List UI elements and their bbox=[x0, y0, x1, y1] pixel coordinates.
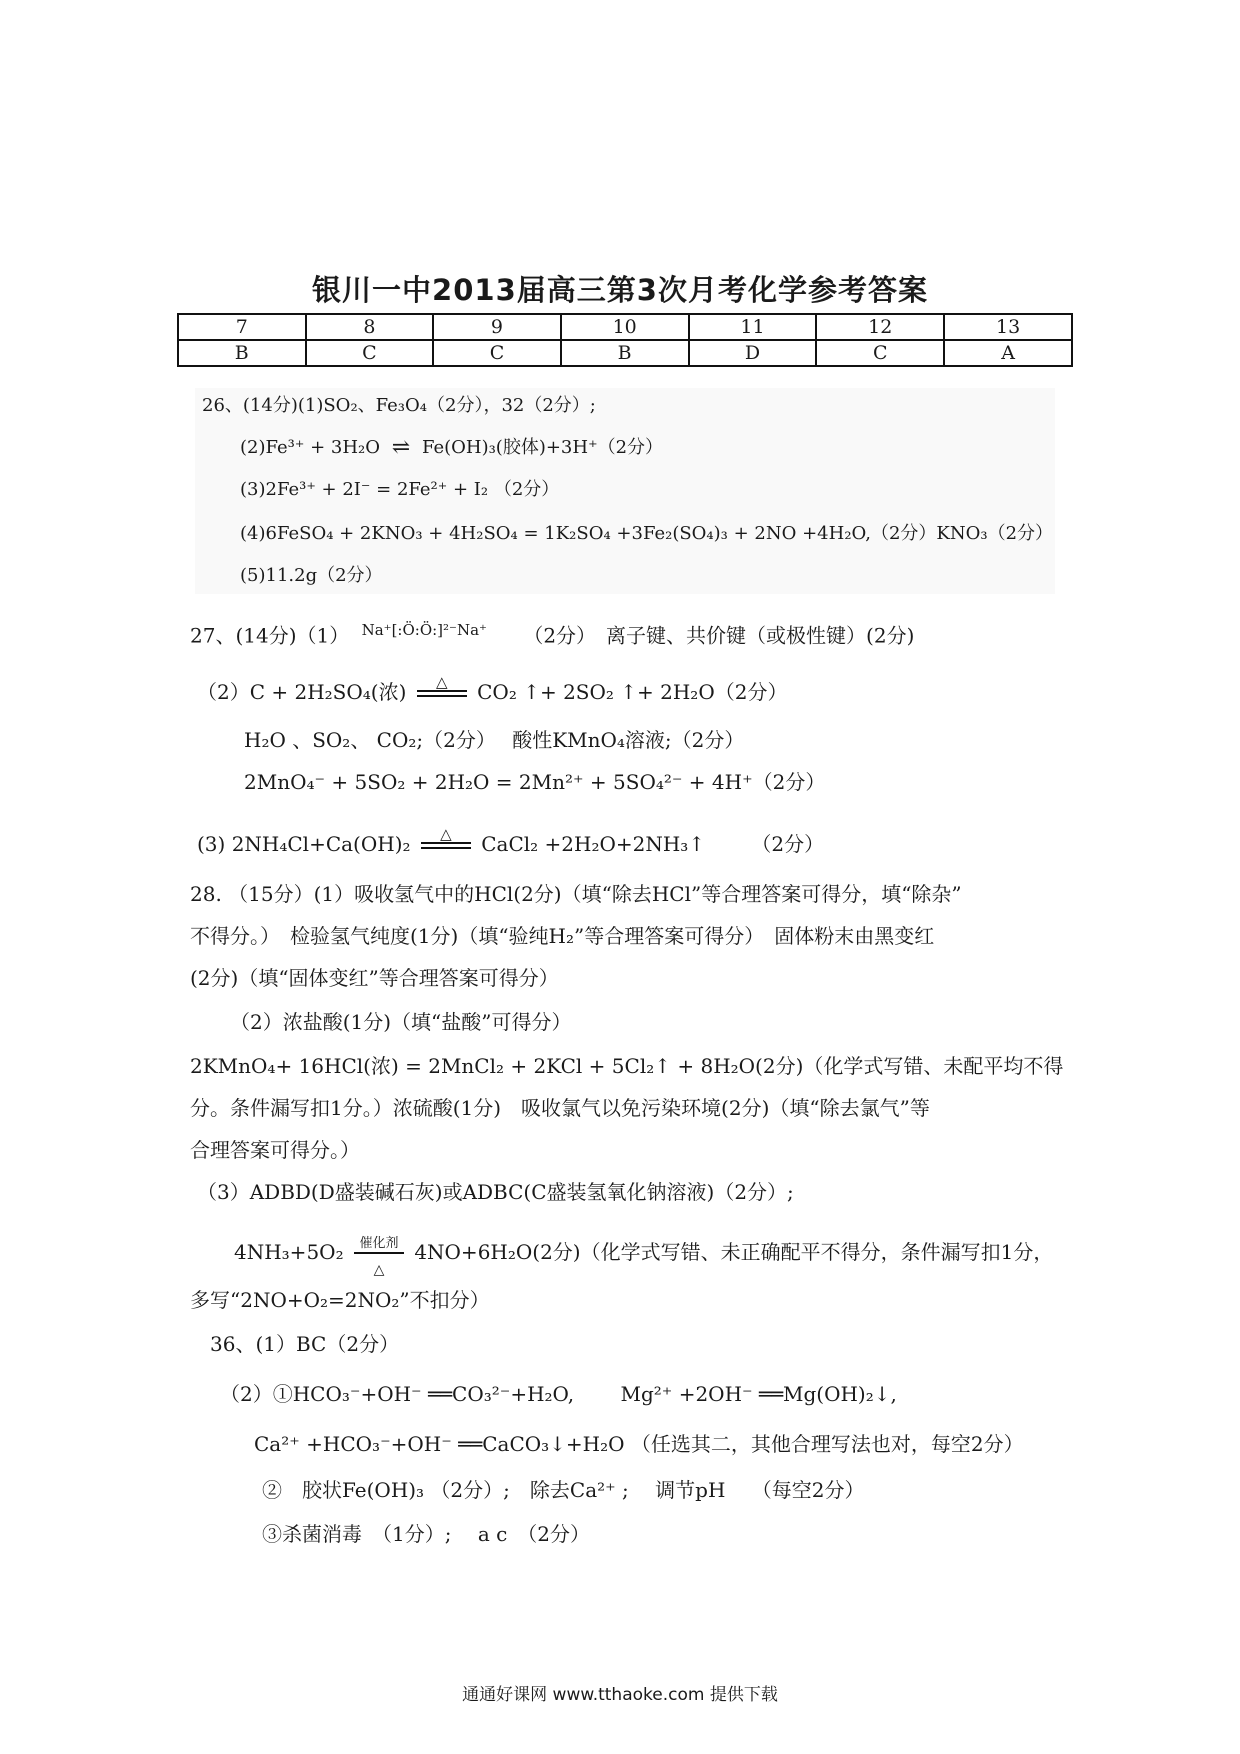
question-number: 10 bbox=[561, 314, 689, 340]
q27-line-1-label: 27、(14分)（1） bbox=[190, 623, 350, 648]
table-row-answers bbox=[178, 340, 1072, 366]
q28-line-4: （2）浓盐酸(1分)（填“盐酸”可得分） bbox=[230, 1010, 572, 1034]
question-number: 13 bbox=[944, 314, 1072, 340]
answer-cell: D bbox=[689, 340, 817, 366]
question-number: 12 bbox=[816, 314, 944, 340]
heat-triangle-icon: △ bbox=[435, 673, 448, 691]
q28-line-9-right: 4NO+6H₂O(2分)（化学式写错、未正确配平不得分，条件漏写扣1分， bbox=[414, 1240, 1054, 1264]
q27-line-5 bbox=[197, 825, 825, 856]
q28-line-10: 多写“2NO+O₂=2NO₂”不扣分） bbox=[190, 1288, 490, 1312]
heat-triangle-icon: △ bbox=[373, 1262, 385, 1278]
answer-cell: C bbox=[816, 340, 944, 366]
q27-line-5-left: (3) 2NH₄Cl+Ca(OH)₂ bbox=[197, 832, 411, 856]
catalyst-condition-arrow bbox=[354, 1236, 404, 1278]
heat-condition-arrow bbox=[421, 825, 471, 849]
q28-line-2: 不得分。） 检验氢气纯度(1分)（填“验纯H₂”等合理答案可得分） 固体粉末由黑变红 bbox=[190, 924, 935, 948]
q27-line-2-right: CO₂ ↑+ 2SO₂ ↑+ 2H₂O（2分） bbox=[477, 680, 788, 704]
q27-line-4: 2MnO₄⁻ + 5SO₂ + 2H₂O = 2Mn²⁺ + 5SO₄²⁻ + 4H⁺（2分） bbox=[244, 770, 826, 794]
q36-line-4: ② 胶状Fe(OH)₃ （2分）; 除去Ca²⁺ ; 调节pH （每空2分） bbox=[262, 1478, 865, 1502]
q27-line-2-left: （2）C + 2H₂SO₄(浓) bbox=[197, 680, 407, 704]
answer-table bbox=[177, 313, 1073, 367]
q28-line-7: 合理答案可得分。） bbox=[190, 1138, 360, 1162]
heat-condition-arrow bbox=[417, 673, 467, 697]
answer-cell: C bbox=[306, 340, 434, 366]
question-number: 7 bbox=[178, 314, 306, 340]
q28-line-8: （3）ADBD(D盛装碱石灰)或ADBC(C盛装氢氧化钠溶液)（2分）; bbox=[197, 1180, 794, 1204]
q28-line-9 bbox=[234, 1236, 1054, 1278]
q26-line-4: (4)6FeSO₄ + 2KNO₃ + 4H₂SO₄ = 1K₂SO₄ +3Fe₂(SO₄)₃ + 2NO +4H₂O,（2分）KNO₃（2分） bbox=[240, 523, 1054, 544]
q26-line-2-left: (2)Fe³⁺ + 3H₂O bbox=[240, 437, 381, 458]
q36-line-3: Ca²⁺ +HCO₃⁻+OH⁻ ══CaCO₃↓+H₂O （任选其二，其他合理写法也对，每空2分） bbox=[254, 1432, 1024, 1456]
question-number: 11 bbox=[689, 314, 817, 340]
q28-line-6: 分。条件漏写扣1分。）浓硫酸(1分) 吸收氯气以免污染环境(2分)（填“除去氯气”等 bbox=[190, 1096, 930, 1120]
heat-triangle-icon: △ bbox=[440, 825, 452, 843]
q36-line-5: ③杀菌消毒 （1分）; a c （2分） bbox=[262, 1522, 591, 1546]
q26-line-5: (5)11.2g（2分） bbox=[240, 565, 383, 586]
q28-line-3: (2分)（填“固体变红”等合理答案可得分） bbox=[190, 966, 559, 990]
q26-line-2 bbox=[240, 436, 663, 460]
answer-cell: A bbox=[944, 340, 1072, 366]
q28-line-1: 28. （15分）(1）吸收氢气中的HCl(2分)（填“除去HCl”等合理答案可得分，填“除杂” bbox=[190, 882, 962, 906]
q36-line-1: 36、(1）BC（2分） bbox=[210, 1332, 400, 1356]
page-footer: 通通好课网 www.tthaoke.com 提供下载 bbox=[462, 1685, 778, 1705]
q26-line-3: (3)2Fe³⁺ + 2I⁻ = 2Fe²⁺ + I₂ （2分） bbox=[240, 479, 560, 500]
catalyst-label: 催化剂 bbox=[359, 1236, 399, 1251]
q26-line-2-right: Fe(OH)₃(胶体)+3H⁺（2分） bbox=[421, 437, 664, 458]
q27-line-3: H₂O 、SO₂、 CO₂;（2分） 酸性KMnO₄溶液;（2分） bbox=[244, 728, 745, 752]
answer-cell: B bbox=[561, 340, 689, 366]
answer-cell: C bbox=[433, 340, 561, 366]
electron-formula: Na⁺[:Ö:Ö:]²⁻Na⁺ bbox=[361, 621, 487, 639]
table-row-numbers bbox=[178, 314, 1072, 340]
page-title: 银川一中2013届高三第3次月考化学参考答案 bbox=[312, 273, 928, 307]
question-number: 9 bbox=[433, 314, 561, 340]
q28-line-9-left: 4NH₃+5O₂ bbox=[234, 1240, 344, 1264]
q27-line-1 bbox=[190, 618, 914, 648]
question-number: 8 bbox=[306, 314, 434, 340]
reversible-arrow-icon: ⇌ bbox=[391, 435, 411, 460]
q27-line-1-rest: （2分） 离子键、共价键（或极性键）(2分) bbox=[523, 623, 915, 648]
answer-cell: B bbox=[178, 340, 306, 366]
q36-line-2: （2）①HCO₃⁻+OH⁻ ══CO₃²⁻+H₂O, Mg²⁺ +2OH⁻ ══Mg(OH)₂↓, bbox=[220, 1382, 897, 1406]
q26-line-1: 26、(14分)(1)SO₂、Fe₃O₄（2分），32（2分）; bbox=[202, 395, 596, 416]
q28-line-5: 2KMnO₄+ 16HCl(浓) = 2MnCl₂ + 2KCl + 5Cl₂↑ + 8H₂O(2分)（化学式写错、未配平均不得 bbox=[190, 1054, 1064, 1078]
q27-line-5-right: CaCl₂ +2H₂O+2NH₃↑ （2分） bbox=[481, 832, 825, 856]
q27-line-2 bbox=[197, 673, 788, 704]
